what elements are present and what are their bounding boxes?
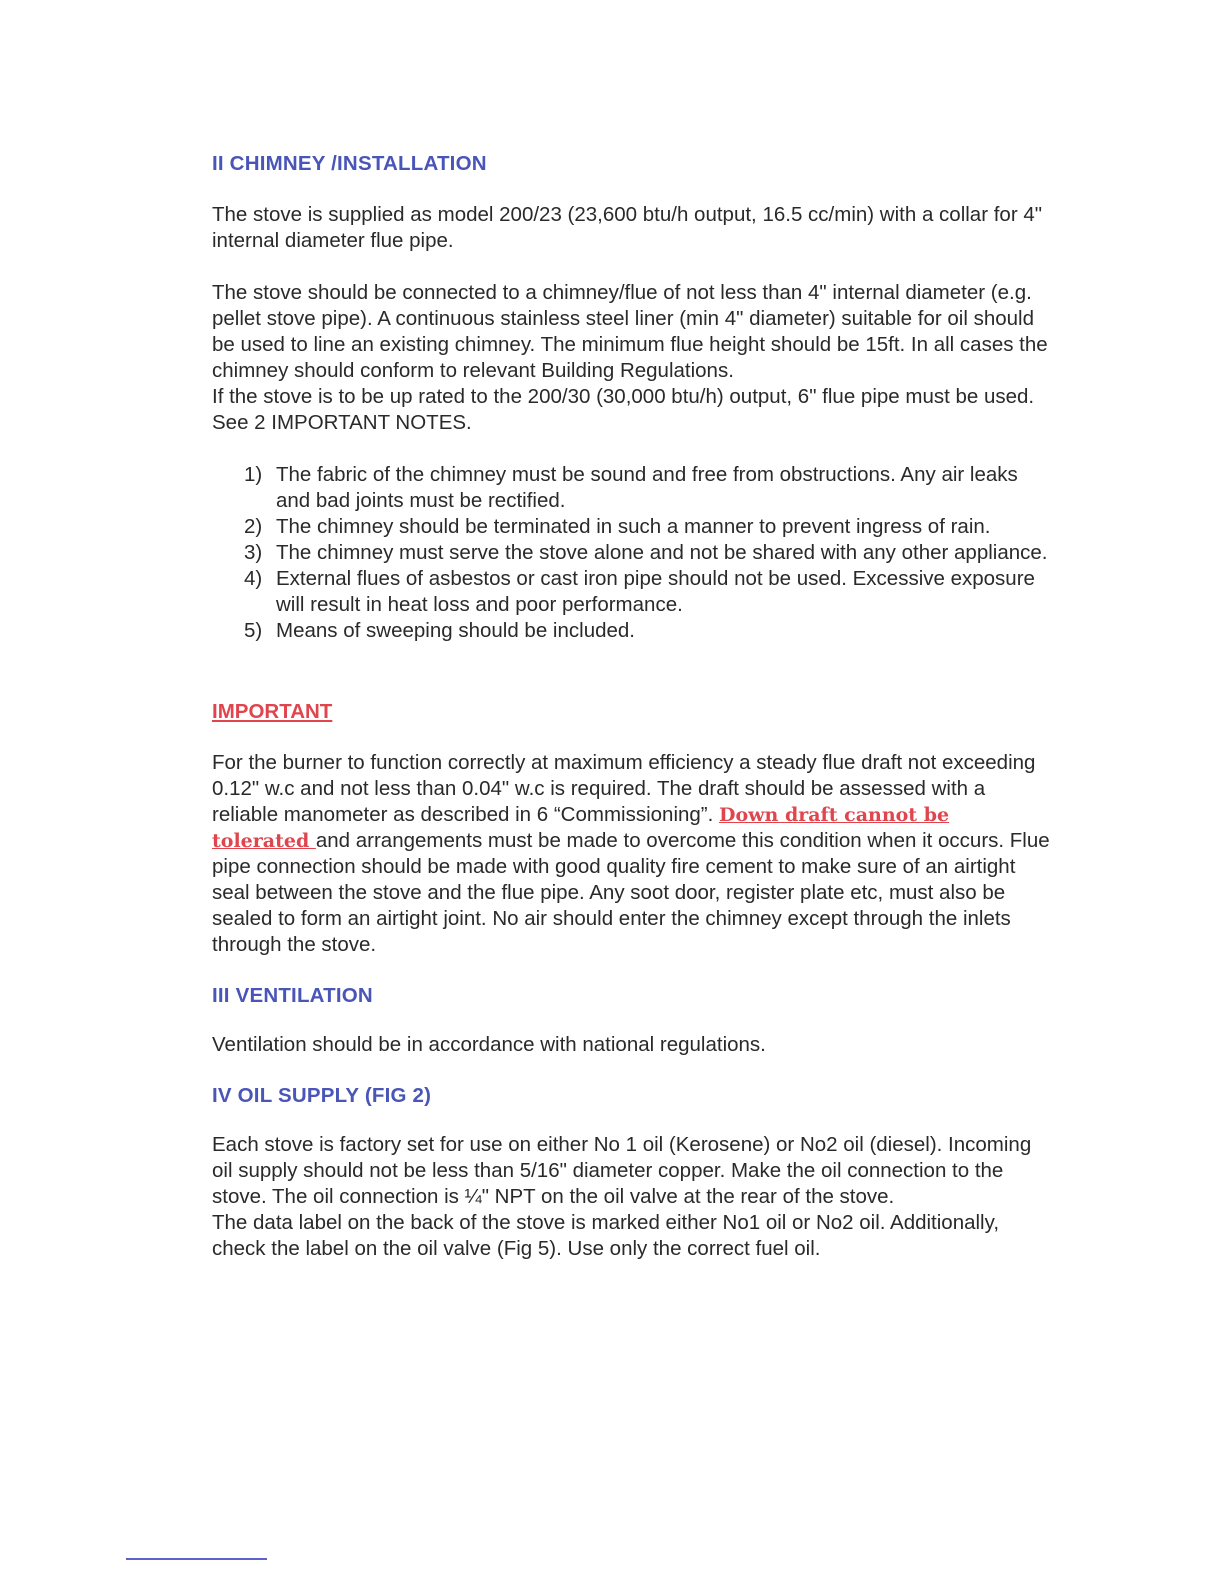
chimney-paragraph-2: The stove should be connected to a chimney/flue of not less than 4" internal diameter (e.g. pellet stove pipe). A continuous stainless steel liner (min 4" diameter) suitable for oil should be used to line an existing chimney. The minimum flue height should be 15ft. In all cases the chimney should conform to relevant Building Regulations. (212, 281, 1048, 382)
list-number: 2) (244, 515, 263, 538)
list-number: 5) (244, 619, 263, 642)
list-text: The chimney should be terminated in such a manner to prevent ingress of rain. (276, 515, 991, 538)
chimney-requirements-list (212, 462, 1052, 644)
document-page (212, 148, 1052, 1262)
chimney-heading: II CHIMNEY /INSTALLATION (212, 152, 487, 175)
list-text: The fabric of the chimney must be sound and free from obstructions. Any air leaks and bad joints must be rectified. (276, 463, 1018, 512)
ventilation-paragraph: Ventilation should be in accordance with national regulations. (212, 1033, 766, 1056)
chimney-paragraph-3: If the stove is to be up rated to the 200/30 (30,000 btu/h) output, 6" flue pipe must be used. See 2 IMPORTANT NOTES. (212, 385, 1035, 434)
list-item (212, 618, 1052, 644)
oil-supply-paragraph-1: Each stove is factory set for use on either No 1 oil (Kerosene) or No2 oil (diesel). Incoming oil supply should not be less than 5/16" diameter copper. Make the oil connection to the stove. The oil connection is ¼" NPT on the oil valve at the rear of the stove. (212, 1133, 1032, 1208)
down-draft-warning: Down draft cannot be tolerated (212, 804, 950, 852)
list-item (212, 540, 1052, 566)
list-number: 4) (244, 567, 263, 590)
list-text: The chimney must serve the stove alone and not be shared with any other appliance. (276, 541, 1048, 564)
oil-supply-heading: IV OIL SUPPLY (FIG 2) (212, 1084, 432, 1107)
chimney-paragraph-1: The stove is supplied as model 200/23 (23,600 btu/h output, 16.5 cc/min) with a collar for 4" internal diameter flue pipe. (212, 203, 1043, 252)
list-text: Means of sweeping should be included. (276, 619, 635, 642)
list-number: 1) (244, 463, 263, 486)
important-paragraph (212, 750, 1052, 958)
important-heading: IMPORTANT (212, 700, 333, 723)
ventilation-heading: III VENTILATION (212, 984, 373, 1007)
list-number: 3) (244, 541, 263, 564)
important-text-before: For the burner to function correctly at maximum efficiency a steady flue draft not exceeding 0.12" w.c and not less than 0.04" w.c is required. The draft should be assessed with a reliable manometer as described in 6 “Commissioning”. (212, 751, 1036, 826)
list-item (212, 462, 1052, 514)
list-item (212, 566, 1052, 618)
list-item (212, 514, 1052, 540)
oil-supply-paragraph-2: The data label on the back of the stove is marked either No1 oil or No2 oil. Additionally, check the label on the oil valve (Fig 5). Use only the correct fuel oil. (212, 1211, 1000, 1260)
important-text-after: and arrangements must be made to overcome this condition when it occurs. Flue pipe connection should be made with good quality fire cement to make sure of an airtight seal between the stove and the flue pipe. Any soot door, register plate etc, must also be sealed to form an airtight joint. No air should enter the chimney except through the inlets through the stove. (212, 829, 1050, 956)
list-text: External flues of asbestos or cast iron pipe should not be used. Excessive exposure will result in heat loss and poor performance. (276, 567, 1035, 616)
footer-rule (126, 1558, 267, 1560)
